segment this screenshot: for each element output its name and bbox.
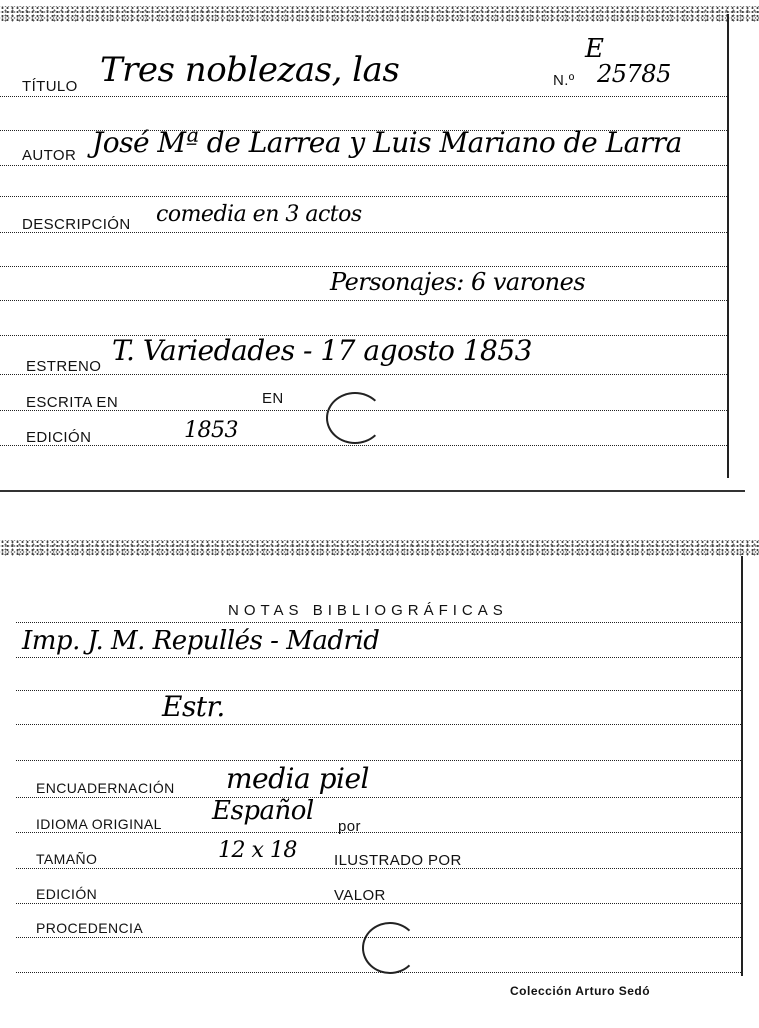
autor-label: AUTOR: [22, 147, 77, 164]
encuadernacion-value: media piel: [226, 762, 369, 795]
card-border: [741, 556, 743, 976]
edicion-label-2: EDICIÓN: [36, 886, 98, 902]
procedencia-label: PROCEDENCIA: [36, 920, 144, 936]
card-border: [727, 14, 729, 478]
ruling-line: [16, 622, 741, 623]
titulo-value: Tres noblezas, las: [100, 50, 400, 90]
edicion-value: 1853: [184, 418, 238, 443]
ruling-line: [0, 266, 727, 267]
titulo-label: TÍTULO: [22, 78, 78, 95]
idioma-label: IDIOMA ORIGINAL: [36, 816, 162, 832]
ruling-line: [0, 374, 727, 375]
edicion-label: EDICIÓN: [26, 429, 92, 446]
descripcion-value: comedia en 3 actos: [156, 202, 362, 227]
card-edge-texture: [0, 6, 759, 22]
numero-value: 25785: [597, 60, 671, 88]
ruling-line: [16, 657, 741, 658]
ruling-line: [0, 196, 727, 197]
estreno-value: T. Variedades - 17 agosto 1853: [112, 334, 532, 367]
punch-hole: [362, 922, 418, 974]
numero-prefix: E: [585, 34, 604, 64]
card-edge-texture: [0, 540, 759, 556]
ruling-line: [0, 165, 727, 166]
notas-line-1: Imp. J. M. Repullés - Madrid: [22, 626, 380, 656]
notas-title: NOTAS BIBLIOGRÁFICAS: [228, 602, 508, 619]
autor-value: José Mª de Larrea y Luis Mariano de Larra: [92, 126, 682, 159]
encuadernacion-label: ENCUADERNACIÓN: [36, 780, 175, 796]
idioma-value: Español: [212, 796, 314, 826]
ruling-line: [16, 832, 741, 833]
collection-footer: Colección Arturo Sedó: [510, 984, 651, 998]
ilustrado-label: ILUSTRADO POR: [334, 852, 462, 869]
ruling-line: [16, 760, 741, 761]
ruling-line: [0, 445, 727, 446]
escrita-en-label: ESCRITA EN: [26, 394, 119, 411]
ruling-line: [0, 96, 727, 97]
numero-label: N.º: [553, 72, 575, 89]
ruling-line: [16, 690, 741, 691]
card-bottom-edge: [0, 490, 745, 492]
ruling-line: [16, 724, 741, 725]
en-label: EN: [262, 390, 284, 407]
notas-line-2: Estr.: [162, 690, 225, 723]
ruling-line: [16, 797, 741, 798]
personajes-value: Personajes: 6 varones: [330, 268, 586, 296]
tamano-value: 12 x 18: [218, 838, 297, 863]
ruling-line: [0, 300, 727, 301]
tamano-label: TAMAÑO: [36, 851, 98, 867]
estreno-label: ESTRENO: [26, 358, 102, 375]
por-label: por: [338, 818, 361, 835]
valor-label: VALOR: [334, 887, 386, 904]
descripcion-label: DESCRIPCIÓN: [22, 216, 131, 233]
punch-hole: [326, 392, 384, 444]
ruling-line: [16, 972, 741, 973]
